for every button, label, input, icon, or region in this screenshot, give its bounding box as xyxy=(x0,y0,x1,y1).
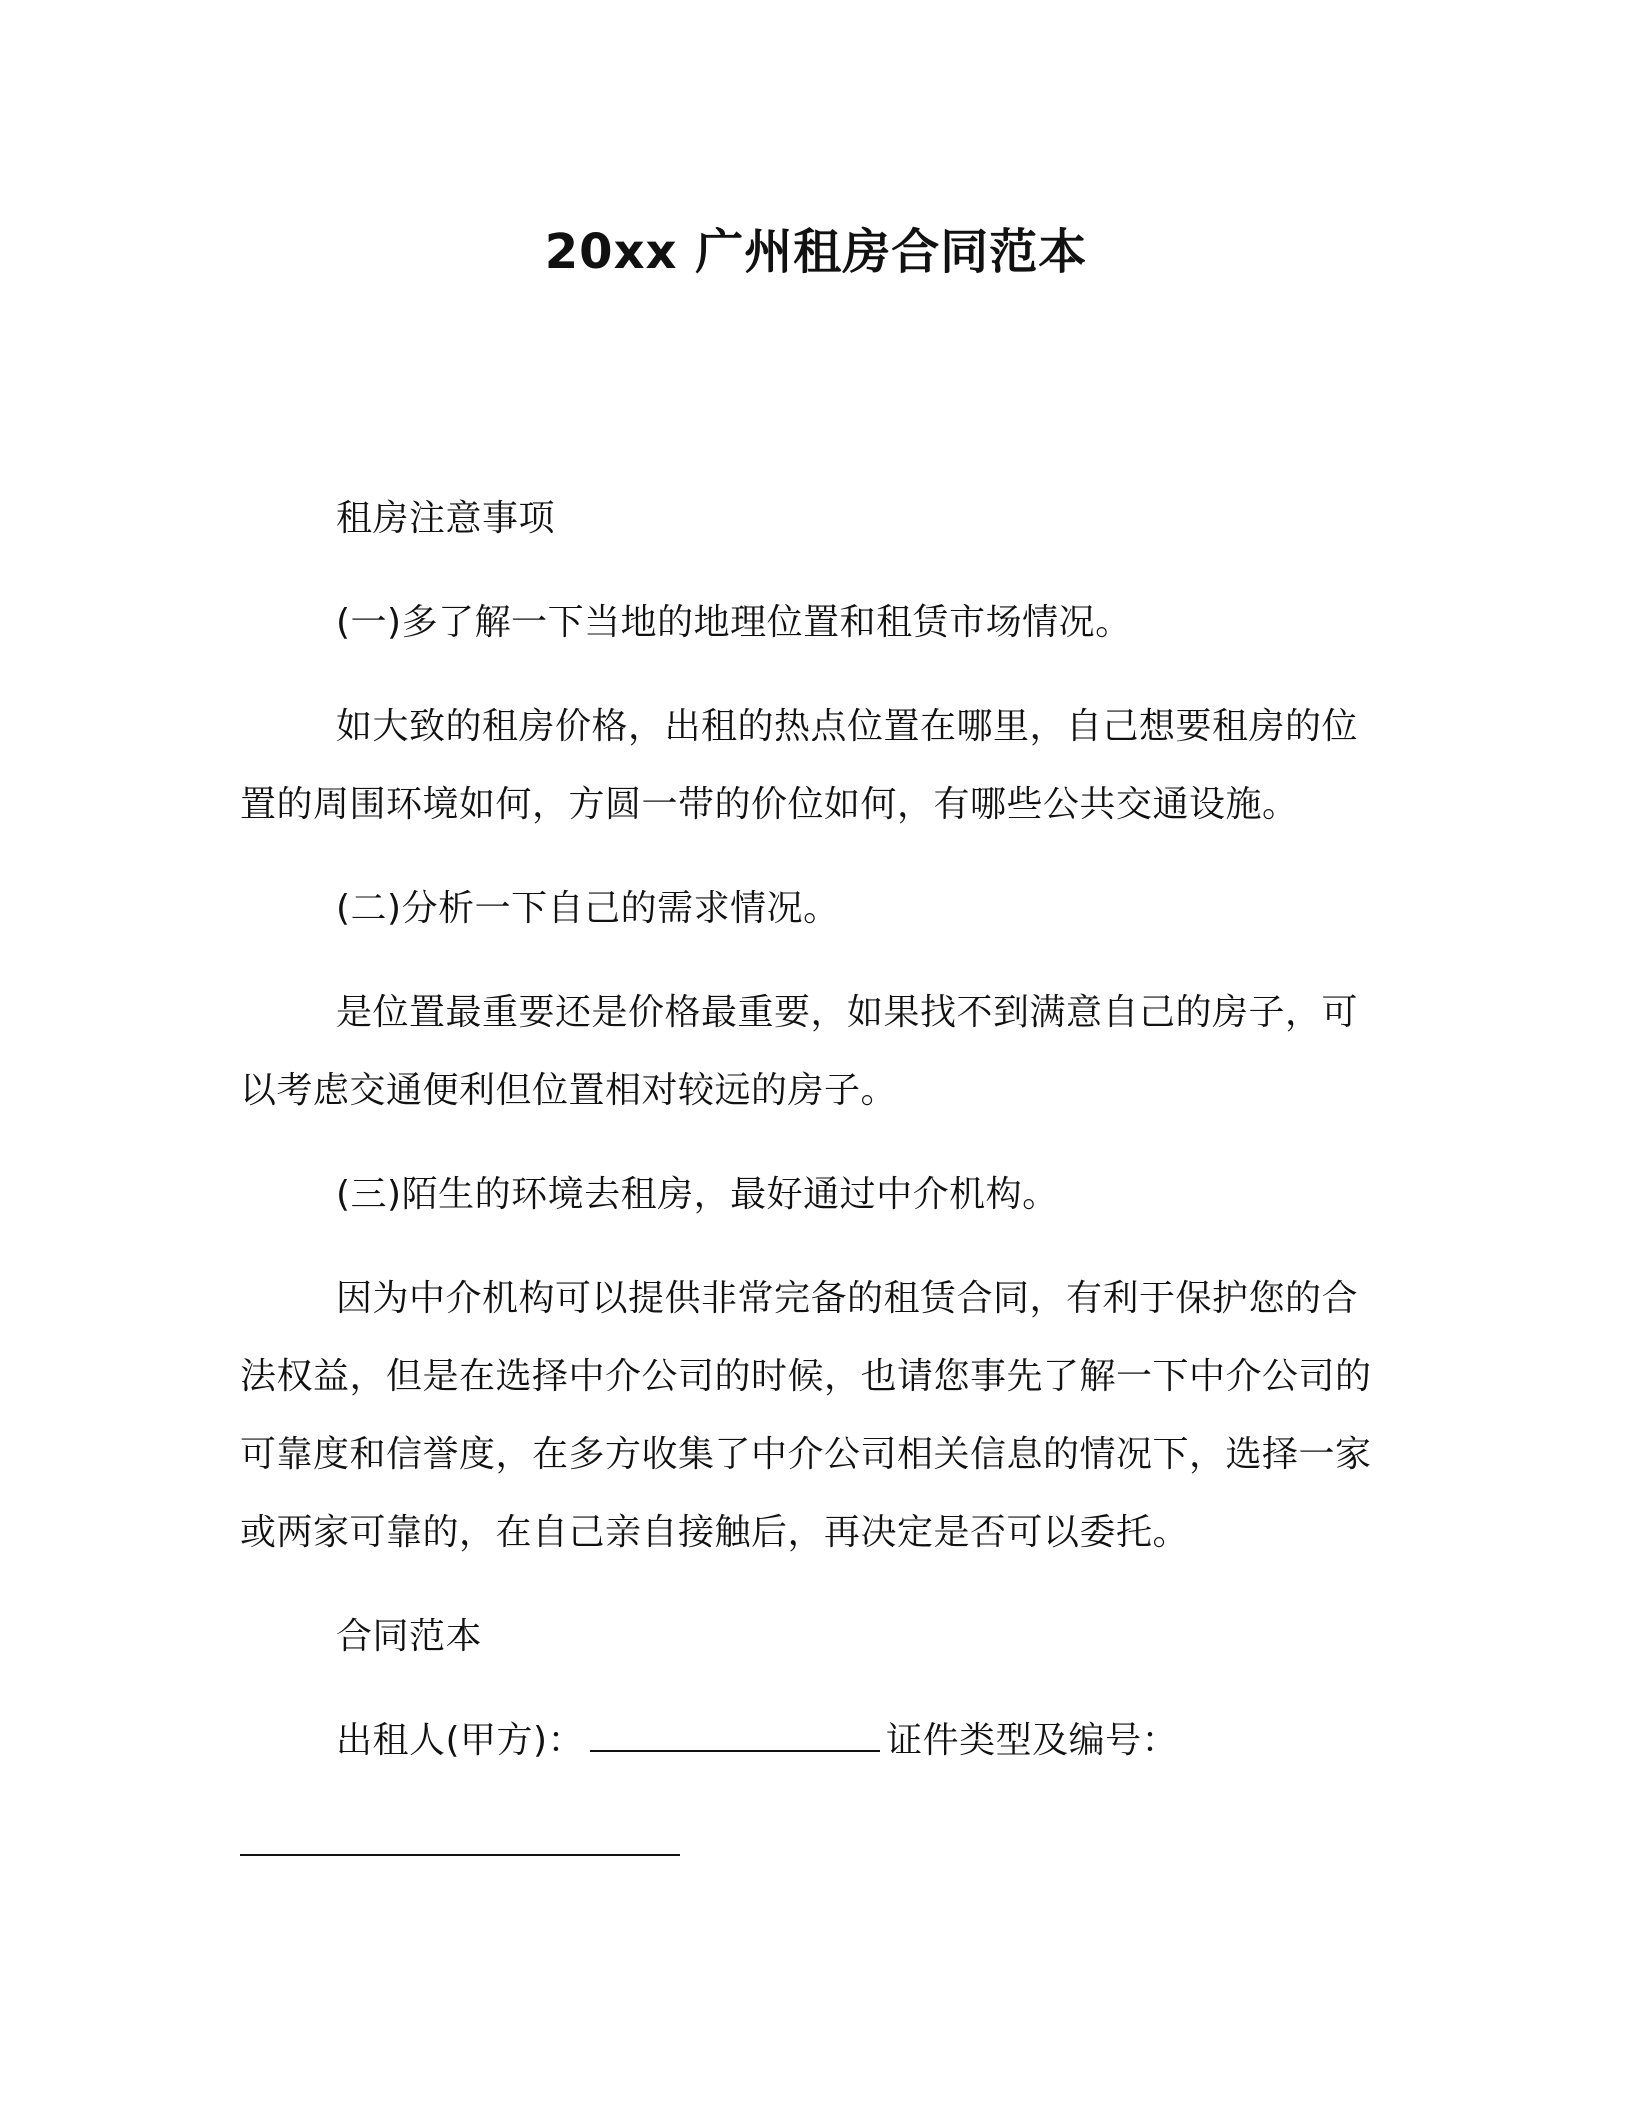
note-item-1: (一)多了解一下当地的地理位置和租赁市场情况。 xyxy=(336,602,1132,643)
document-title: 20xx 广州租房合同范本 xyxy=(544,224,1088,280)
id-type-label: 证件类型及编号： xyxy=(886,1720,1179,1761)
note-item-2-detail: 是位置最重要还是价格最重要，如果找不到满意自己的房子，可以考虑交通便利但位置相对较远的房子。 xyxy=(240,992,1359,1111)
id-number-row xyxy=(240,1806,1380,1884)
section-heading-notes: 租房注意事项 xyxy=(336,498,556,539)
note-item-2: (二)分析一下自己的需求情况。 xyxy=(336,888,840,929)
lessor-name-blank[interactable] xyxy=(590,1710,880,1752)
section-heading-contract: 合同范本 xyxy=(336,1616,483,1657)
document-body xyxy=(240,480,1380,1884)
note-item-3: (三)陌生的环境去租房，最好通过中介机构。 xyxy=(336,1174,1059,1215)
lessor-label: 出租人(甲方)： xyxy=(336,1720,585,1761)
note-item-1-detail: 如大致的租房价格，出租的热点位置在哪里，自己想要租房的位置的周围环境如何，方圆一带的价位如何，有哪些公共交通设施。 xyxy=(240,706,1359,825)
lessor-line xyxy=(240,1702,1380,1780)
note-item-3-detail: 因为中介机构可以提供非常完备的租赁合同，有利于保护您的合法权益，但是在选择中介公司的时候，也请您事先了解一下中介公司的可靠度和信誉度，在多方收集了中介公司相关信息的情况下，选择一家或两家可靠的，在自己亲自接触后，再决定是否可以委托。 xyxy=(240,1278,1372,1553)
id-number-blank[interactable] xyxy=(240,1814,680,1856)
